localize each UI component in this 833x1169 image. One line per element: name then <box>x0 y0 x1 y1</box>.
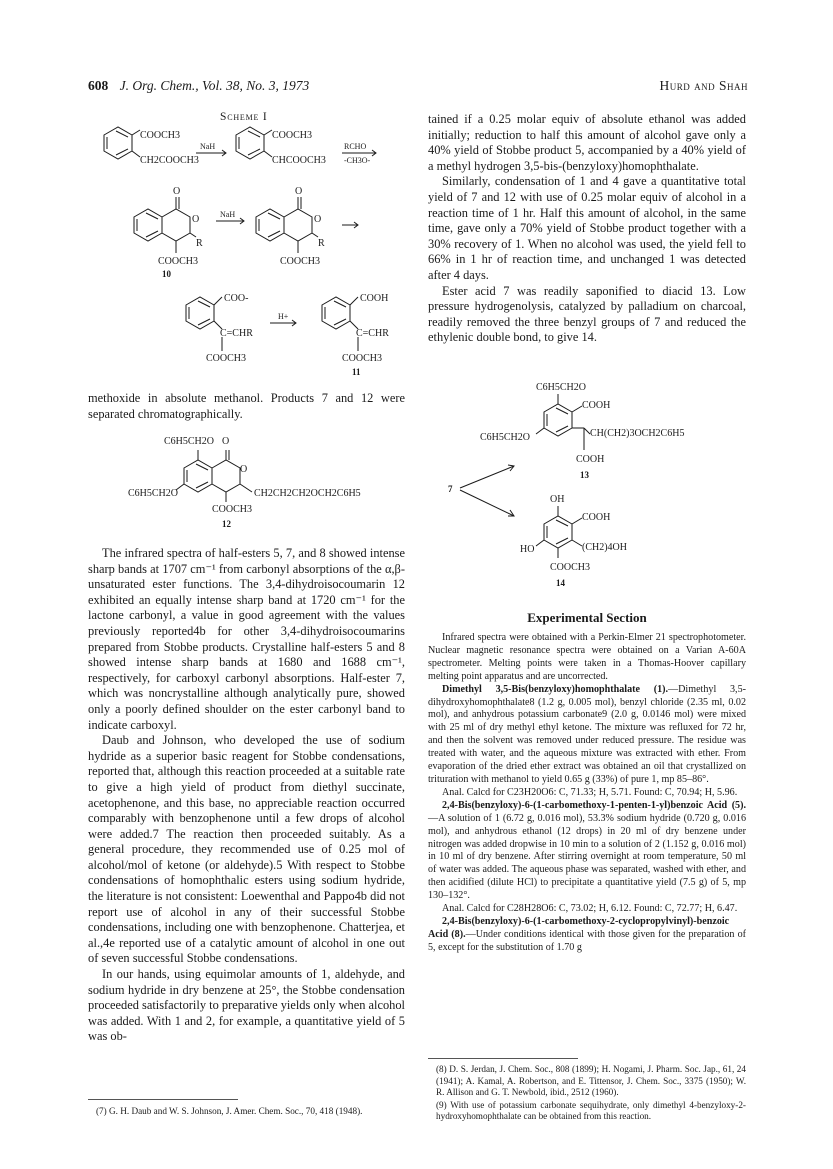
s2-14-chain: (CH2)4OH <box>582 542 627 553</box>
s-r2-o: O <box>173 186 181 197</box>
s12-bz-left: C6H5CH2O <box>128 488 179 499</box>
exp-2-body: —A solution of 1 (6.72 g, 0.016 mol), 53.3% sodium hydride (0.720 g, 0.016 mol), and anhydrous ethanol (12 drops) in 20 ml of dry benzene under nitrogen was added dropwise in 10 min to a solution of 2 (1.152 g, 0.016 mol) in 10 ml of dry benzene. After stirring overnight at room temperature, 50 ml of water was added. The aqueous phase was separated, washed with ether, and then acidified (dilute HCl) to precipitate a quantitative yield (7.5 g) of 5, mp 130–132°. <box>428 812 746 902</box>
exp-procedure-1 <box>428 684 746 787</box>
footnote-8: (8) D. S. Jerdan, J. Chem. Soc., 808 (1899); H. Nogami, J. Pharm. Soc. Jap., 61, 24 (1941); A. Kamal, A. Robertson, and E. Tittensor, J. Chem. Soc., 3375 (1950); W. R. Allison and G. T. Newbold, ibid., 2512 (1960). <box>436 1064 746 1097</box>
exp-2-title: 2,4-Bis(benzyloxy)-6-(1-carbomethoxy-1-penten-1-yl)benzoic Acid (5). <box>442 799 746 811</box>
s-r1-reag2b: -CH3O- <box>344 156 371 165</box>
s12-chain: CH2CH2CH2OCH2C6H5 <box>254 488 361 499</box>
footnote-7: (7) G. H. Daub and W. S. Johnson, J. Amer. Chem. Soc., 70, 418 (1948). <box>96 1106 363 1116</box>
s-r2-label: 10 <box>162 269 171 279</box>
s-r2-pcooch3: COOCH3 <box>280 256 321 267</box>
running-authors: Hurd and Shah <box>659 78 748 93</box>
s12-ringo: O <box>240 464 248 475</box>
running-header <box>88 78 748 98</box>
s2-start: 7 <box>448 484 453 494</box>
s2-14-ho: HO <box>520 544 535 555</box>
s-r1-psub2: CHCOOCH3 <box>272 155 326 166</box>
right-para-2: Similarly, condensation of 1 and 4 gave a quantitative total yield of 7 and 12 with use of 0.25 molar equiv of alcohol in a reaction time of 1 hr. Half this amount of alcohol, in the same time, gave only a 70% yield of Stobbe product together with a 30% recovery of 1. When no alcohol was used, the yield fell to 66% in 1 hr of reaction time, and unchanged 1 was detected after 4 days. <box>428 174 746 282</box>
structure-12 <box>120 432 390 540</box>
s-r1-psub1: COOCH3 <box>272 130 313 141</box>
exp-3-title: 2,4-Bis(benzyloxy)-6-(1-carbomethoxy-2-cyclopropylvinyl)-benzoic Acid (8). <box>428 915 730 940</box>
left-para-3: Daub and Johnson, who developed the use of sodium hydride as a superior basic reagent for Stobbe condensations, reported that, although this reaction proceeded at a suitable rate to give a high yield of product from diethyl succinate, acetophenone, and this base, no appreciable reaction occurred comparably with benzophenone until a few drops of alcohol were added.7 The reaction then proceeded suitably. As a general procedure, they recommended use of 0.25 mol of alcohol/mol of ketone (or aldehyde).5 With respect to Stobbe condensations of homophthalic esters using sodium hydride, the literature is not consistent: Loewenthal and Pappo4b did not report use of alcohol in any of their successful Stobbe condensations, including one with benzophenone. Chatterjea, et al.,4e reported use of a catalytic amount of alcohol in one out of seven successful Stobbe condensations. <box>88 733 405 966</box>
right-para-3: Ester acid 7 was readily saponified to diacid 13. Low pressure hydrogenolysis, catalyzed by palladium on charcoal, readily removed the three benzyl groups of 7 and reduced the ethylenic double bond, to give 14. <box>428 283 746 345</box>
s2-14-label: 14 <box>556 578 565 588</box>
s2-13-cooh: COOH <box>582 400 611 411</box>
s-r3-cooch3: COOCH3 <box>206 353 247 364</box>
left-column-body <box>88 546 405 1045</box>
footnote-9: (9) With use of potassium carbonate sequihydrate, only dimethyl 4-benzyloxy-2-hydroxyhomophthalate can be obtained from this reaction. <box>436 1099 746 1121</box>
s-r2-pr: R <box>318 238 325 249</box>
section-heading-experimental: Experimental Section <box>527 610 647 625</box>
scheme-caption: Scheme I <box>220 111 268 123</box>
s2-13-chain: CH(CH2)3OCH2C6H5 <box>590 428 685 439</box>
footnote-rule-left <box>88 1099 238 1100</box>
s-r3-label: 11 <box>352 367 361 377</box>
exp-3-body: —Under conditions identical with those given for the preparation of 5, except for the substitution of 1.70 g <box>428 928 746 953</box>
left-footnote <box>96 1106 408 1119</box>
s-r3-pcooh: COOH <box>360 293 389 304</box>
right-para-1: tained if a 0.25 molar equiv of absolute ethanol was added initially; reduction to half this amount of alcohol gave only a 40% yield of Stobbe product 5, accompanied by a 40% yield of a methyl hydrogen 3,5-bis-(benzyloxy)homophthalate. <box>428 112 746 173</box>
scheme-2-figure <box>440 378 740 600</box>
right-footnotes <box>436 1064 746 1124</box>
left-para-2: The infrared spectra of half-esters 5, 7, and 8 showed intense sharp bands at 1707 cm⁻¹ from carbonyl absorptions of the α,β-unsaturated ester functions. The 3,4-dihydroisocoumarin 12 exhibited an equally intense sharp band at 1720 cm⁻¹ for the lactone carbonyl, a value in good agreement with the values previously reported4b for other 3,4-dihydroisocoumarins prepared from Stobbe products. Crystalline half-esters 5 and 8 showed intense sharp bands at 1680 and 1688 cm⁻¹, respectively, for carboxyl carbonyl absorptions. Half-ester 7, which was noncrystalline although analytically pure, showed only a poorly defined shoulder on the ester carbonyl band to indicate carboxyl. <box>88 546 405 732</box>
s-r3-coo: COO- <box>224 293 249 304</box>
s12-label: 12 <box>222 519 231 529</box>
s12-bz-top: C6H5CH2O <box>164 436 215 447</box>
s-r3-chr: C=CHR <box>220 328 253 339</box>
s-r3-reag: H+ <box>278 312 289 321</box>
exp-procedure-2 <box>428 800 746 903</box>
s2-13-label: 13 <box>580 470 589 480</box>
s-r2-po: O <box>295 186 303 197</box>
s-r2-pringo: O <box>314 214 322 225</box>
s2-14-cooch3: COOCH3 <box>550 562 591 573</box>
experimental-body <box>428 632 746 955</box>
s-r1-sub1: COOCH3 <box>140 130 181 141</box>
s-r2-ringo: O <box>192 214 200 225</box>
s2-14-oh: OH <box>550 494 565 505</box>
exp-1-body: —Dimethyl 3,5-dihydroxyhomophthalate8 (1.2 g, 0.005 mol), benzyl chloride (2.35 ml, 0.02 mol), and anhydrous potassium carbonate9 (2.0 g, 0.0146 mol) were mixed with 25 ml of dry methyl ethyl ketone. The mixture was refluxed for 72 hr, and then the solvent was removed under reduced pressure. The residue was treated with water, and the aqueous mixture was extracted with ether. From evaporation of the dried ether extract was obtained an oil that crystallized on trituration with methanol to yield 0.65 g (33%) of pure 1, mp 85–86°. <box>428 683 746 785</box>
right-column-top <box>428 112 746 346</box>
scheme-1-figure <box>86 125 416 380</box>
s-r2-cooch3: COOCH3 <box>158 256 199 267</box>
left-para-1: methoxide in absolute methanol. Products 7 and 12 were separated chromatographically. <box>88 391 405 421</box>
s12-o: O <box>222 436 230 447</box>
s2-13-bzleft: C6H5CH2O <box>480 432 531 443</box>
s2-14-cooh: COOH <box>582 512 611 523</box>
exp-1-title: Dimethyl 3,5-Bis(benzyloxy)homophthalate (1). <box>442 683 669 695</box>
s12-cooch3: COOCH3 <box>212 504 253 515</box>
s-r2-r: R <box>196 238 203 249</box>
exp-2-analysis: Anal. Calcd for C28H28O6: C, 73.02; H, 6.12. Found: C, 72.77; H, 6.47. <box>442 903 738 915</box>
journal-citation: J. Org. Chem., Vol. 38, No. 3, 1973 <box>119 78 310 93</box>
exp-1-analysis: Anal. Calcd for C23H20O6: C, 71.33; H, 5.71. Found: C, 70.94; H, 5.96. <box>442 786 738 798</box>
s-r3-pcooch3: COOCH3 <box>342 353 383 364</box>
s-r2-reag: NaH <box>220 210 236 219</box>
s-r1-reag2a: RCHO <box>344 142 367 151</box>
s-r3-pchr: C=CHR <box>356 328 389 339</box>
left-para-4: In our hands, using equimolar amounts of 1, aldehyde, and sodium hydride in dry benzene at 25°, the Stobbe condensation proceeded satisfactorily to preparative yields only when alcohol was added. With 1 and 2, for example, a quantitative yield of 5 was ob- <box>88 967 405 1044</box>
exp-intro: Infrared spectra were obtained with a Perkin-Elmer 21 spectrophotometer. Nuclear magnetic resonance spectra were obtained on a Varian A-60A spectrometer. Melting points were taken in a Thomas-Hoover capillary melting point apparatus and are uncorrected. <box>428 632 746 682</box>
footnote-rule-right <box>428 1058 578 1059</box>
s2-13-bztop: C6H5CH2O <box>536 382 587 393</box>
s-r1-sub2: CH2COOCH3 <box>140 155 199 166</box>
s2-13-cooh2: COOH <box>576 454 605 465</box>
exp-procedure-3 <box>428 916 746 955</box>
left-column-top <box>88 391 405 422</box>
page-number: 608 <box>88 78 109 93</box>
s-r1-reag1: NaH <box>200 142 216 151</box>
